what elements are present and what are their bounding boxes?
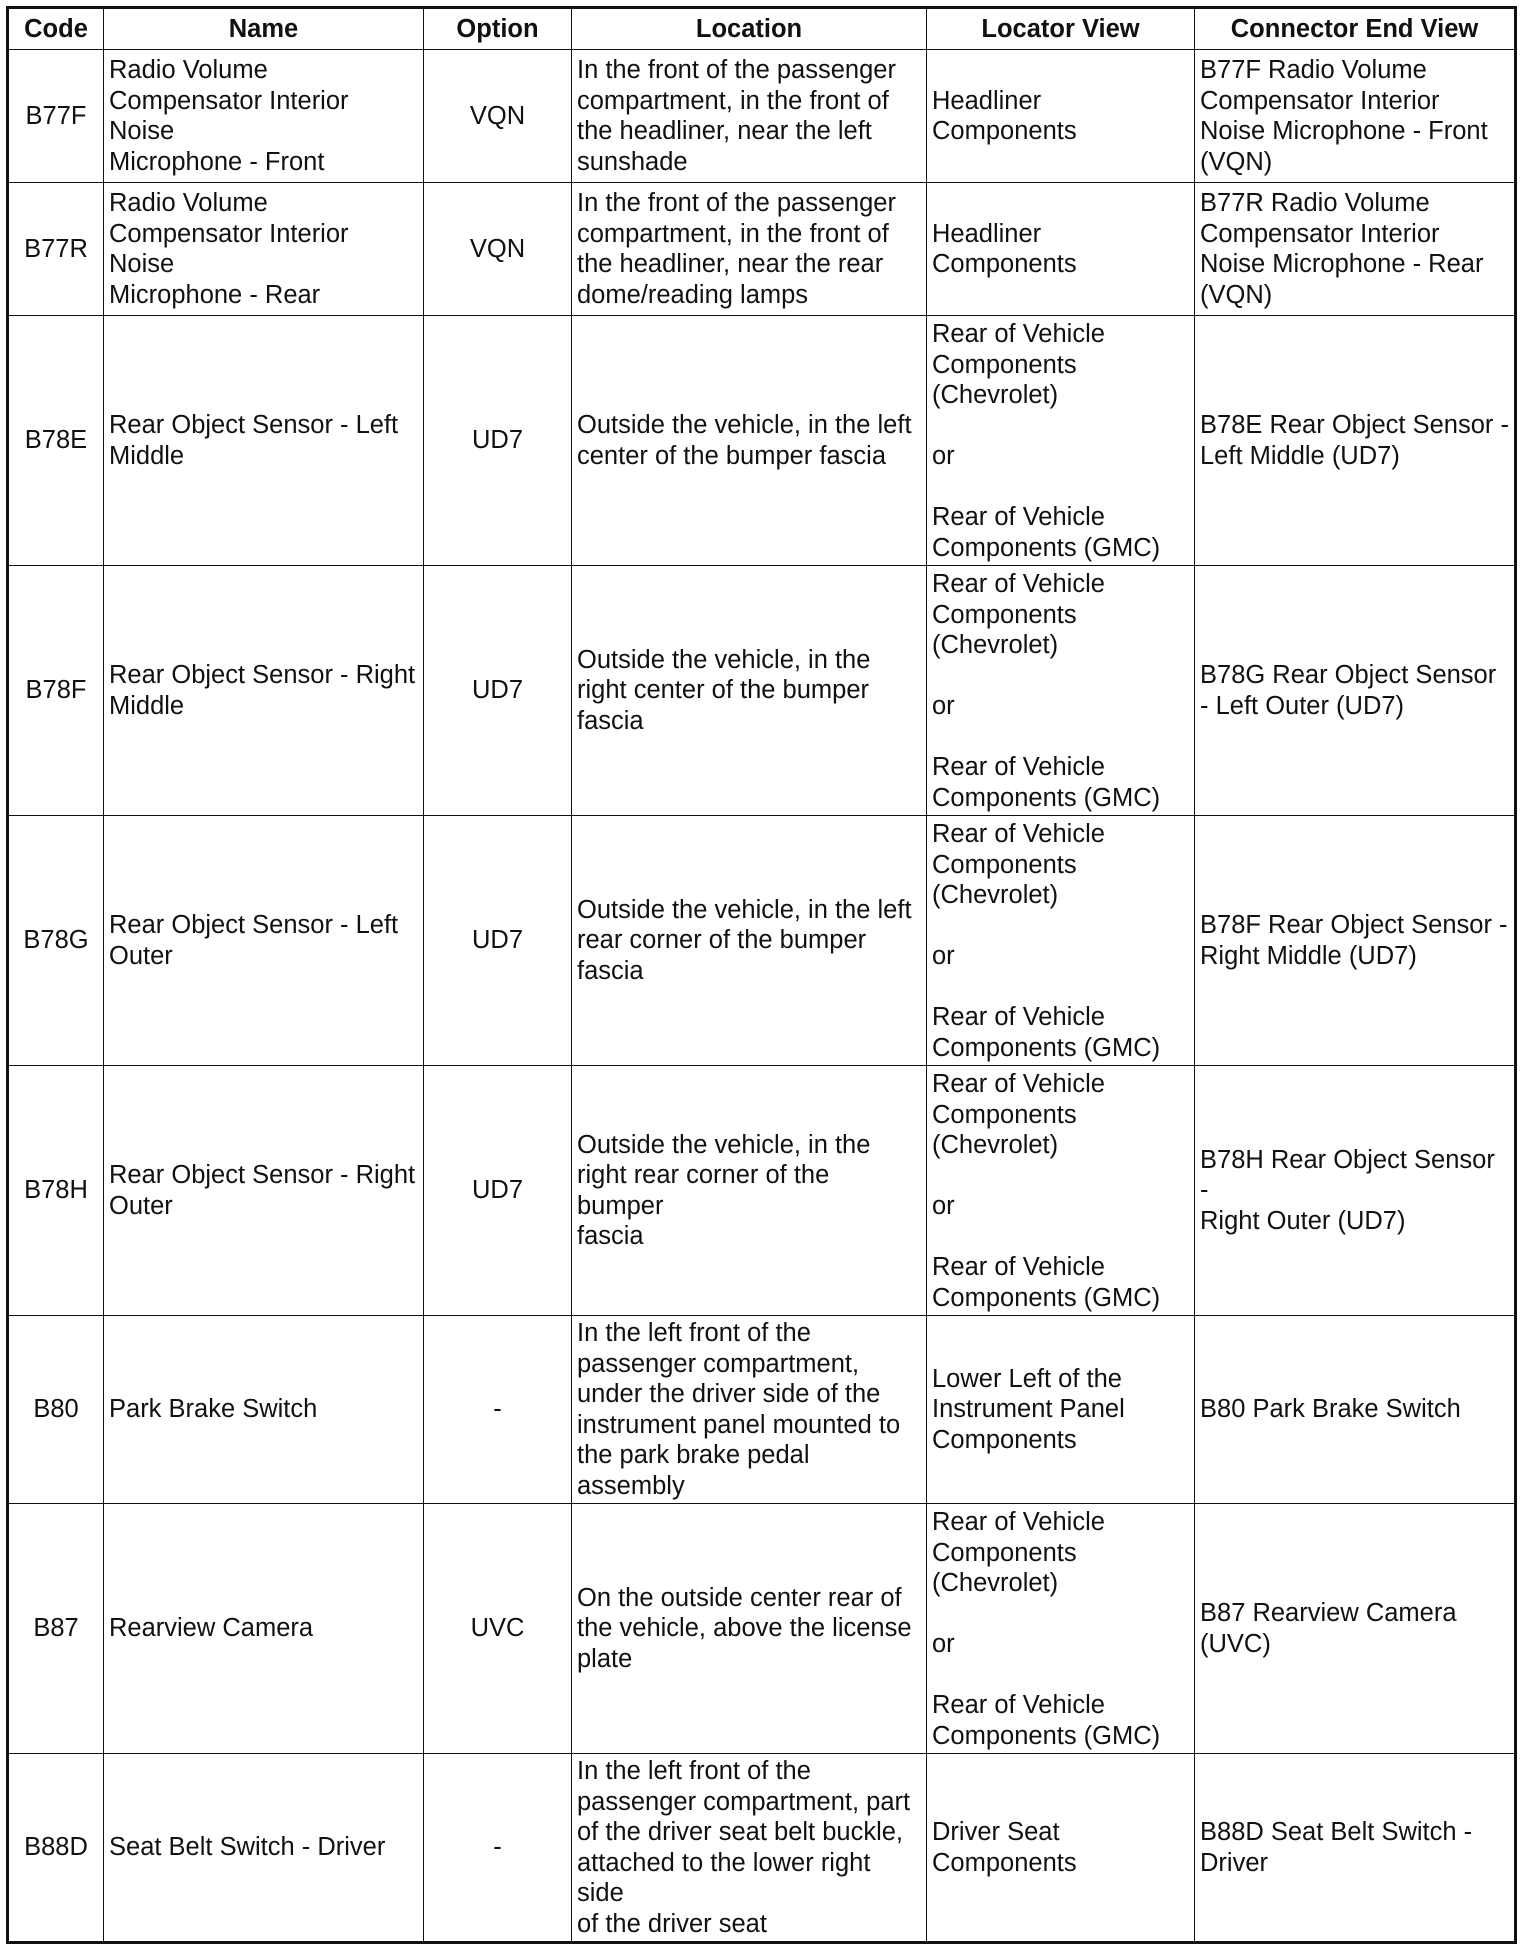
cell-code: B87 [8,1504,104,1754]
table-row [8,566,1516,816]
cell-connector-end-view: B78E Rear Object Sensor - Left Middle (UD7) [1195,316,1516,566]
cell-code: B78G [8,816,104,1066]
cell-option: VQN [424,50,572,183]
table-row [8,1754,1516,1943]
header-connector-end-view: Connector End View [1195,8,1516,50]
cell-connector-end-view: B77R Radio Volume Compensator Interior Noise Microphone - Rear (VQN) [1195,183,1516,316]
cell-connector-end-view: B78F Rear Object Sensor - Right Middle (UD7) [1195,816,1516,1066]
cell-name: Radio Volume Compensator Interior Noise Microphone - Front [104,50,424,183]
header-option: Option [424,8,572,50]
cell-option: - [424,1316,572,1504]
cell-locator-view: Rear of Vehicle Components (Chevrolet) or Rear of Vehicle Components (GMC) [927,566,1195,816]
table-row [8,1066,1516,1316]
cell-location: In the front of the passenger compartment, in the front of the headliner, near the left sunshade [572,50,927,183]
cell-option: UD7 [424,566,572,816]
cell-location: Outside the vehicle, in the right center of the bumper fascia [572,566,927,816]
cell-name: Seat Belt Switch - Driver [104,1754,424,1943]
cell-locator-view: Headliner Components [927,50,1195,183]
table-row [8,50,1516,183]
table-row [8,1316,1516,1504]
cell-name: Rear Object Sensor - Left Outer [104,816,424,1066]
cell-location: In the left front of the passenger compartment, under the driver side of the instrument panel mounted to the park brake pedal assembly [572,1316,927,1504]
header-code: Code [8,8,104,50]
cell-code: B78H [8,1066,104,1316]
cell-option: UVC [424,1504,572,1754]
cell-code: B77R [8,183,104,316]
cell-code: B80 [8,1316,104,1504]
cell-connector-end-view: B78G Rear Object Sensor - Left Outer (UD7) [1195,566,1516,816]
header-row [8,8,1516,50]
cell-locator-view: Headliner Components [927,183,1195,316]
cell-option: UD7 [424,816,572,1066]
cell-option: VQN [424,183,572,316]
cell-name: Rear Object Sensor - Right Middle [104,566,424,816]
cell-location: In the left front of the passenger compartment, part of the driver seat belt buckle, attached to the lower right side of the driver seat [572,1754,927,1943]
cell-code: B78F [8,566,104,816]
cell-name: Radio Volume Compensator Interior Noise Microphone - Rear [104,183,424,316]
cell-location: Outside the vehicle, in the left center of the bumper fascia [572,316,927,566]
cell-locator-view: Rear of Vehicle Components (Chevrolet) or Rear of Vehicle Components (GMC) [927,316,1195,566]
cell-connector-end-view: B78H Rear Object Sensor - Right Outer (UD7) [1195,1066,1516,1316]
table-row [8,1504,1516,1754]
cell-connector-end-view: B77F Radio Volume Compensator Interior Noise Microphone - Front (VQN) [1195,50,1516,183]
table-row [8,183,1516,316]
header-name: Name [104,8,424,50]
cell-locator-view: Rear of Vehicle Components (Chevrolet) or Rear of Vehicle Components (GMC) [927,1504,1195,1754]
table-row [8,816,1516,1066]
cell-location: Outside the vehicle, in the left rear corner of the bumper fascia [572,816,927,1066]
cell-code: B78E [8,316,104,566]
cell-connector-end-view: B80 Park Brake Switch [1195,1316,1516,1504]
cell-location: Outside the vehicle, in the right rear corner of the bumper fascia [572,1066,927,1316]
cell-name: Park Brake Switch [104,1316,424,1504]
table-row [8,316,1516,566]
cell-locator-view: Driver Seat Components [927,1754,1195,1943]
cell-connector-end-view: B88D Seat Belt Switch - Driver [1195,1754,1516,1943]
cell-code: B77F [8,50,104,183]
header-location: Location [572,8,927,50]
cell-code: B88D [8,1754,104,1943]
cell-name: Rear Object Sensor - Right Outer [104,1066,424,1316]
cell-location: On the outside center rear of the vehicle, above the license plate [572,1504,927,1754]
component-locator-table [6,6,1517,1944]
cell-locator-view: Rear of Vehicle Components (Chevrolet) or Rear of Vehicle Components (GMC) [927,1066,1195,1316]
cell-option: - [424,1754,572,1943]
cell-option: UD7 [424,1066,572,1316]
cell-locator-view: Lower Left of the Instrument Panel Components [927,1316,1195,1504]
header-locator-view: Locator View [927,8,1195,50]
cell-name: Rear Object Sensor - Left Middle [104,316,424,566]
cell-location: In the front of the passenger compartment, in the front of the headliner, near the rear dome/reading lamps [572,183,927,316]
cell-name: Rearview Camera [104,1504,424,1754]
cell-connector-end-view: B87 Rearview Camera (UVC) [1195,1504,1516,1754]
cell-locator-view: Rear of Vehicle Components (Chevrolet) or Rear of Vehicle Components (GMC) [927,816,1195,1066]
cell-option: UD7 [424,316,572,566]
